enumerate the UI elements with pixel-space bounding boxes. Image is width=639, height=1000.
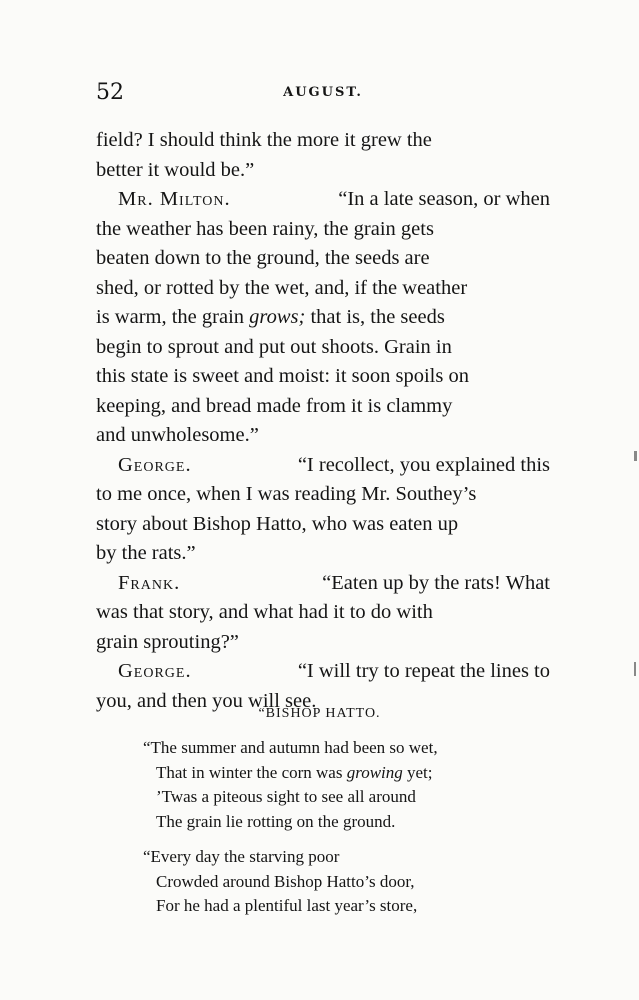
poem-line: “The summer and autumn had been so wet, bbox=[143, 738, 438, 757]
poem-line: ’Twas a piteous sight to see all around bbox=[156, 787, 416, 806]
text-line: by the rats.” bbox=[96, 542, 196, 564]
poem-stanza bbox=[143, 736, 563, 834]
text-line: begin to sprout and put out shoots. Grain in bbox=[96, 335, 452, 358]
text-line: and unwholesome.” bbox=[96, 424, 259, 446]
text-line: George. “I recollect, you explained this bbox=[96, 451, 550, 481]
scan-artifact bbox=[634, 451, 637, 461]
poem-line: Crowded around Bishop Hatto’s door, bbox=[156, 871, 415, 891]
poem-line: “Every day the starving poor bbox=[143, 847, 340, 866]
poem-line: The grain lie rotting on the ground. bbox=[156, 811, 396, 831]
speaker-name: Frank. bbox=[118, 571, 181, 594]
speaker-name: George. bbox=[118, 453, 192, 476]
text-line: shed, or rotted by the wet, and, if the weather bbox=[96, 276, 468, 299]
scan-artifact bbox=[634, 662, 636, 676]
text-line: George. “I will try to repeat the lines to bbox=[96, 657, 550, 687]
poem-title: “BISHOP HATTO. bbox=[258, 706, 381, 721]
text-line: the weather has been rainy, the grain gets bbox=[96, 217, 434, 240]
text-line: this state is sweet and moist: it soon spoils on bbox=[96, 365, 469, 387]
poem-stanza bbox=[143, 845, 563, 919]
speaker-name: Mr. Milton. bbox=[118, 188, 231, 210]
body-text bbox=[96, 126, 550, 716]
page-number: 52 bbox=[96, 80, 124, 105]
text-line: Frank. “Eaten up by the rats! What bbox=[96, 569, 550, 599]
text-line: is warm, the grain grows; that is, the seeds bbox=[96, 306, 445, 328]
text-line: field? I should think the more it grew the bbox=[96, 129, 432, 151]
page-header bbox=[96, 80, 550, 110]
text-line: grain sprouting?” bbox=[96, 630, 239, 653]
text-line: you, and then you will see. bbox=[96, 689, 317, 712]
text-line: Mr. Milton. “In a late season, or when bbox=[96, 185, 550, 215]
emphasis: growing bbox=[346, 762, 403, 782]
speaker-name: George. bbox=[118, 660, 192, 682]
emphasis: grows; bbox=[249, 306, 306, 328]
text-line: story about Bishop Hatto, who was eaten up bbox=[96, 512, 459, 535]
text-line: keeping, and bread made from it is clammy bbox=[96, 394, 453, 417]
text-line: beaten down to the ground, the seeds are bbox=[96, 247, 430, 269]
text-line: to me once, when I was reading Mr. Southey’s bbox=[96, 483, 477, 505]
text-line: better it would be.” bbox=[96, 158, 255, 181]
poem-line: That in winter the corn was growing yet; bbox=[156, 762, 433, 782]
running-head: AUGUST. bbox=[283, 85, 363, 100]
poem-line: For he had a plentiful last year’s store, bbox=[156, 896, 418, 915]
text-line: was that story, and what had it to do with bbox=[96, 601, 433, 623]
